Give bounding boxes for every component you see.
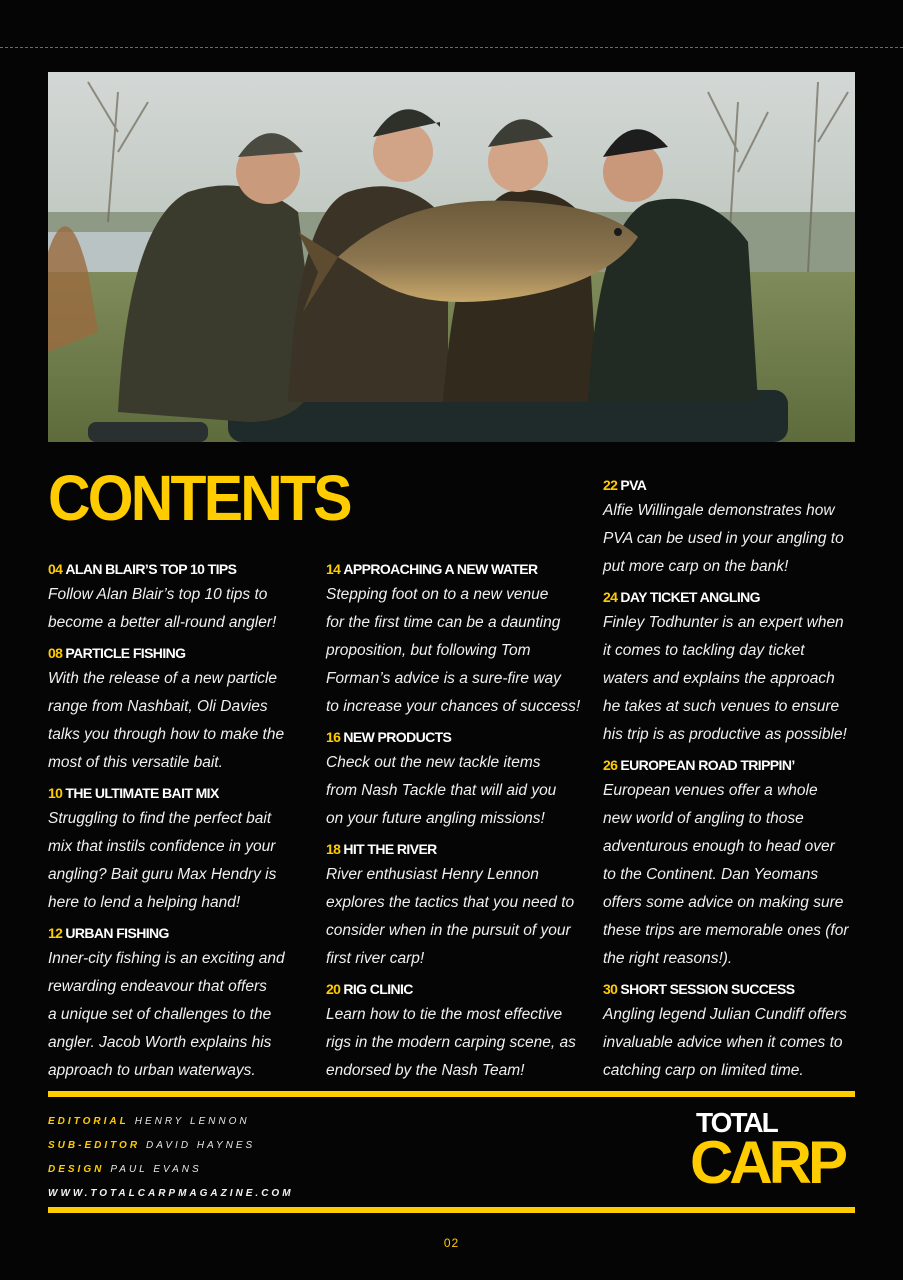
- contents-entry-title[interactable]: [326, 557, 588, 581]
- contents-entry-title[interactable]: [326, 725, 588, 749]
- entry-description-line: rewarding endeavour that offers: [48, 978, 267, 995]
- logo-carp-text: CARP: [690, 1129, 845, 1196]
- page-ref-number: 22: [603, 477, 618, 493]
- entry-description-line: Stepping foot on to a new venue: [326, 586, 549, 603]
- group-photo-illustration: [48, 72, 855, 442]
- entry-description-line: these trips are memorable ones (for: [603, 922, 849, 939]
- entry-description-line: mix that instils confidence in your: [48, 838, 276, 855]
- entry-description-line: for the first time can be a daunting: [326, 614, 561, 631]
- credit-name: HENRY LENNON: [134, 1116, 250, 1127]
- contents-entry-title[interactable]: [603, 977, 865, 1001]
- entry-description-line: it comes to tackling day ticket: [603, 642, 805, 659]
- entry-description-line: waters and explains the approach: [603, 670, 835, 687]
- contents-column-1: [48, 553, 310, 1085]
- entry-description-line: explores the tactics that you need to: [326, 894, 575, 911]
- entry-title-text: DAY TICKET ANGLING: [620, 589, 760, 605]
- page-ref-number: 26: [603, 757, 618, 773]
- yellow-rule-top: [48, 1091, 855, 1097]
- logo-total-text: TOTAL: [696, 1107, 777, 1138]
- entry-description-line: become a better all-round angler!: [48, 614, 277, 631]
- entry-title-text: HIT THE RIVER: [343, 841, 437, 857]
- entry-description-line: angling? Bait guru Max Hendry is: [48, 866, 277, 883]
- entry-title-text: EUROPEAN ROAD TRIPPIN’: [620, 757, 795, 773]
- entry-description-line: Learn how to tie the most effective: [326, 1006, 563, 1023]
- entry-description-line: Forman’s advice is a sure-fire way: [326, 670, 561, 687]
- entry-title-text: RIG CLINIC: [343, 981, 413, 997]
- credit-name: PAUL EVANS: [110, 1164, 202, 1175]
- page-number: 02: [443, 1236, 460, 1250]
- entry-description-line: PVA can be used in your angling to: [603, 530, 844, 547]
- entry-description-line: a unique set of challenges to the: [48, 1006, 272, 1023]
- entry-description-line: Angling legend Julian Cundiff offers: [603, 1006, 847, 1023]
- entry-description-line: angler. Jacob Worth explains his: [48, 1034, 272, 1051]
- page-ref-number: 10: [48, 785, 63, 801]
- entry-title-text: ALAN BLAIR’S TOP 10 TIPS: [65, 561, 237, 577]
- entry-description-line: first river carp!: [326, 950, 425, 967]
- entry-description-line: to the Continent. Dan Yeomans: [603, 866, 819, 883]
- contents-entry-title[interactable]: [48, 921, 310, 945]
- website-link[interactable]: WWW.TOTALCARPMAGAZINE.COM: [48, 1188, 294, 1199]
- entry-title-text: PVA: [620, 477, 647, 493]
- credit-editorial: [48, 1110, 548, 1134]
- contents-entry-title[interactable]: [48, 557, 310, 581]
- entry-description-line: Follow Alan Blair’s top 10 tips to: [48, 586, 268, 603]
- contents-entry-title[interactable]: [48, 641, 310, 665]
- credit-design: [48, 1158, 548, 1182]
- contents-entry-title[interactable]: [603, 585, 865, 609]
- credit-role: EDITORIAL: [48, 1116, 129, 1127]
- entry-description-line: Struggling to find the perfect bait: [48, 810, 272, 827]
- entry-description-line: rigs in the modern carping scene, as: [326, 1034, 576, 1051]
- contents-column-2: [326, 553, 588, 1085]
- entry-description-line: proposition, but following Tom: [326, 642, 531, 659]
- total-carp-logo: [690, 1108, 855, 1198]
- entry-description-line: offers some advice on making sure: [603, 894, 844, 911]
- hero-photo: [48, 72, 855, 442]
- page-ref-number: 20: [326, 981, 341, 997]
- entry-description-line: range from Nashbait, Oli Davies: [48, 698, 268, 715]
- entry-description-line: adventurous enough to head over: [603, 838, 835, 855]
- contents-heading: CONTENTS: [48, 462, 350, 534]
- contents-entry-title[interactable]: [603, 753, 865, 777]
- page-ref-number: 16: [326, 729, 341, 745]
- credits-block: [48, 1110, 548, 1206]
- entry-description-line: talks you through how to make the: [48, 726, 285, 743]
- page-ref-number: 30: [603, 981, 618, 997]
- entry-description-line: With the release of a new particle: [48, 670, 278, 687]
- entry-title-text: THE ULTIMATE BAIT MIX: [65, 785, 219, 801]
- entry-description-line: put more carp on the bank!: [603, 558, 789, 575]
- entry-description-line: endorsed by the Nash Team!: [326, 1062, 525, 1079]
- contents-entry-title[interactable]: [48, 781, 310, 805]
- contents-entry-title[interactable]: [326, 837, 588, 861]
- entry-title-text: NEW PRODUCTS: [343, 729, 452, 745]
- entry-description-line: consider when in the pursuit of your: [326, 922, 571, 939]
- page-ref-number: 08: [48, 645, 63, 661]
- entry-title-text: URBAN FISHING: [65, 925, 169, 941]
- credit-role: SUB-EDITOR: [48, 1140, 141, 1151]
- entry-description-line: most of this versatile bait.: [48, 754, 223, 771]
- top-dashed-rule: [0, 47, 903, 48]
- entry-description-line: invaluable advice when it comes to: [603, 1034, 843, 1051]
- entry-description-line: Inner-city fishing is an exciting and: [48, 950, 285, 967]
- contents-entry-title[interactable]: [326, 977, 588, 1001]
- entry-description-line: the right reasons!).: [603, 950, 733, 967]
- page-ref-number: 18: [326, 841, 341, 857]
- page-ref-number: 04: [48, 561, 63, 577]
- page-ref-number: 14: [326, 561, 341, 577]
- entry-description-line: catching carp on limited time.: [603, 1062, 804, 1079]
- entry-description-line: approach to urban waterways.: [48, 1062, 256, 1079]
- entry-description-line: Finley Todhunter is an expert when: [603, 614, 844, 631]
- credit-subeditor: [48, 1134, 548, 1158]
- yellow-rule-bottom: [48, 1207, 855, 1213]
- entry-description-line: European venues offer a whole: [603, 782, 818, 799]
- entry-description-line: on your future angling missions!: [326, 810, 545, 827]
- contents-entry-title[interactable]: [603, 473, 865, 497]
- entry-description-line: River enthusiast Henry Lennon: [326, 866, 539, 883]
- entry-title-text: PARTICLE FISHING: [65, 645, 186, 661]
- entry-description-line: new world of angling to those: [603, 810, 804, 827]
- entry-description-line: his trip is as productive as possible!: [603, 726, 847, 743]
- entry-description-line: to increase your chances of success!: [326, 698, 581, 715]
- page-ref-number: 12: [48, 925, 63, 941]
- entry-description-line: Check out the new tackle items: [326, 754, 541, 771]
- credit-role: DESIGN: [48, 1164, 105, 1175]
- credit-name: DAVID HAYNES: [146, 1140, 256, 1151]
- entry-description-line: he takes at such venues to ensure: [603, 698, 840, 715]
- entry-title-text: APPROACHING A NEW WATER: [343, 561, 538, 577]
- page-ref-number: 24: [603, 589, 618, 605]
- entry-description-line: here to lend a helping hand!: [48, 894, 241, 911]
- entry-description-line: Alfie Willingale demonstrates how: [603, 502, 835, 519]
- entry-title-text: SHORT SESSION SUCCESS: [620, 981, 795, 997]
- entry-description-line: from Nash Tackle that will aid you: [326, 782, 557, 799]
- contents-column-3: [603, 469, 865, 1085]
